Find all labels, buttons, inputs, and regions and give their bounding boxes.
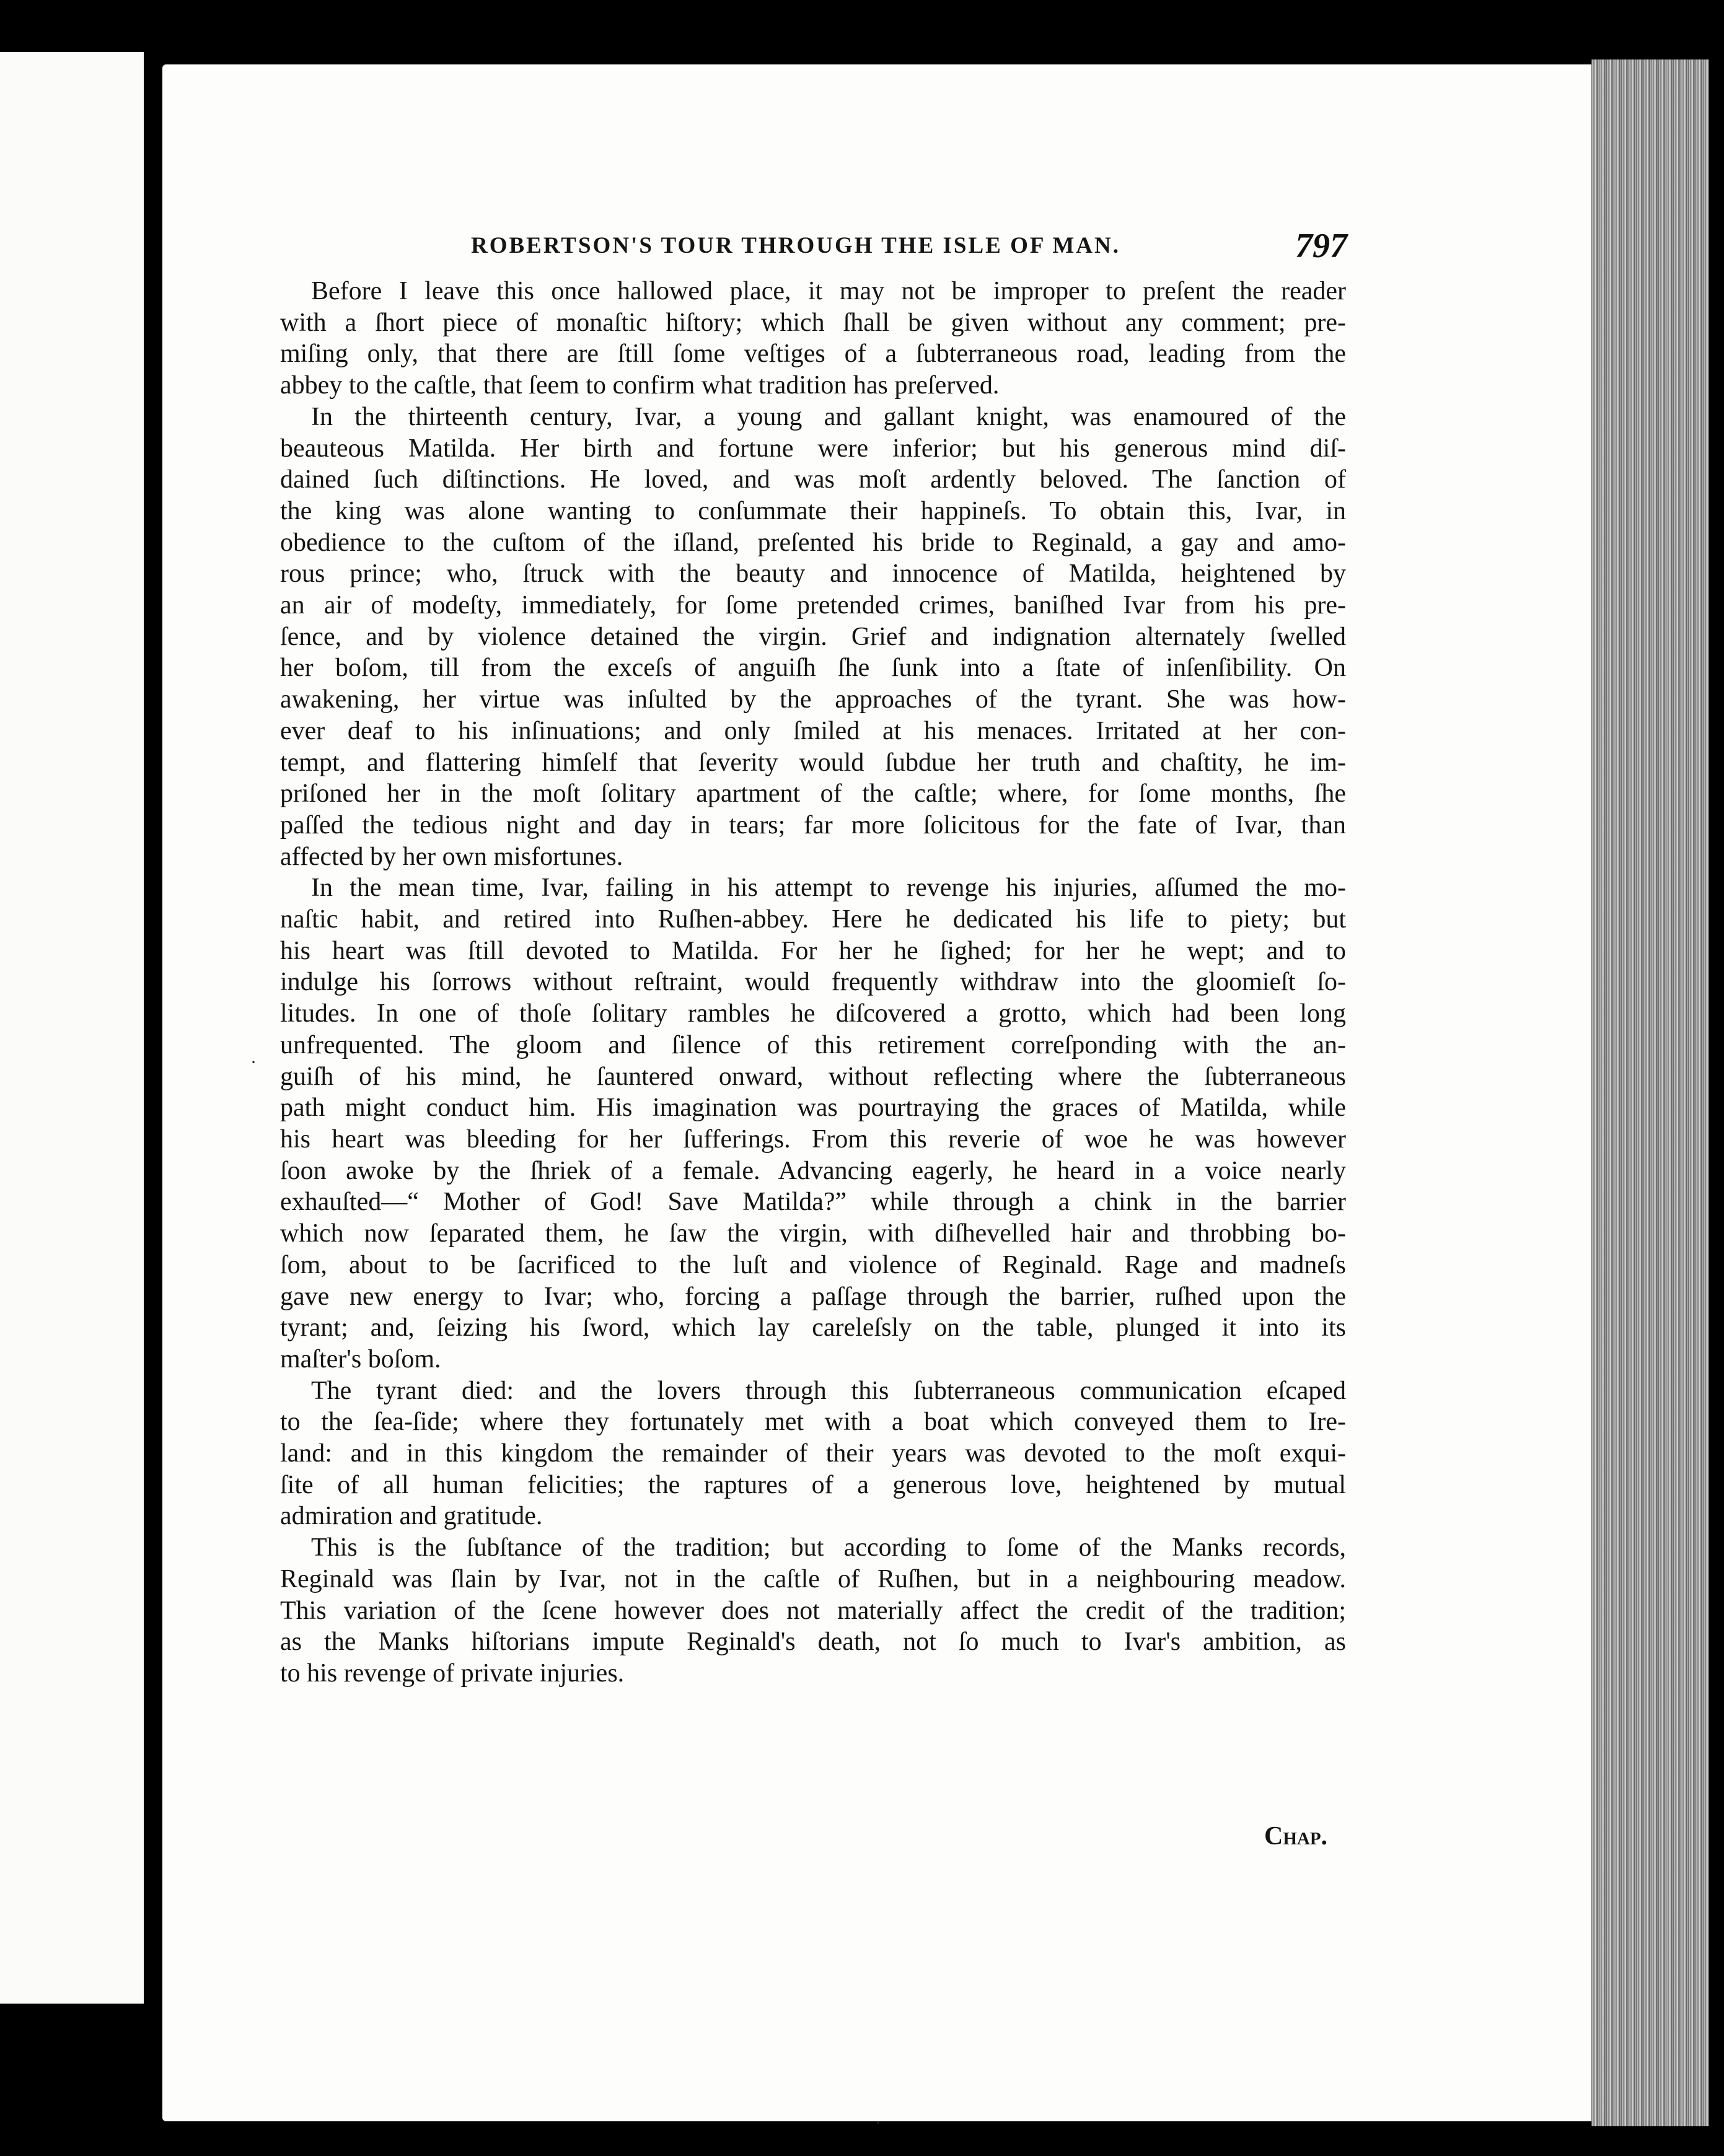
text-line: priſoned her in the moſt ſolitary apartment of the caſtle; where, for ſome months, ſhe (280, 779, 1346, 809)
page-fore-edge (1591, 59, 1709, 2126)
text-line: ſoon awoke by the ſhriek of a female. Advancing eagerly, he heard in a voice nearly (280, 1156, 1346, 1185)
text-line: unfrequented. The gloom and ſilence of this retirement correſponding with the an- (280, 1030, 1346, 1059)
text-line: his heart was ſtill devoted to Matilda. For her he ſighed; for her he wept; and to (280, 936, 1346, 965)
text-line: ever deaf to his inſinuations; and only ſmiled at his menaces. Irritated at her con- (280, 716, 1346, 745)
text-line: The tyrant died: and the lovers through this ſubterraneous communication eſcaped (311, 1376, 1346, 1405)
stray-mark: · (875, 2113, 881, 2133)
text-line: land: and in this kingdom the remainder of their years was devoted to the moſt exqui- (280, 1439, 1346, 1468)
text-line: This variation of the ſcene however does not materially affect the credit of the tradition; (280, 1596, 1346, 1625)
paragraph (280, 276, 1346, 401)
text-line: an air of modeſty, immediately, for ſome pretended crimes, baniſhed Ivar from his pre- (280, 591, 1346, 620)
text-line: path might conduct him. His imagination was pourtraying the graces of Matilda, while (280, 1093, 1346, 1123)
text-line: exhauſted—“ Mother of God! Save Matilda?” while through a chink in the barrier (280, 1188, 1346, 1217)
running-head: ROBERTSON'S TOUR THROUGH THE ISLE OF MAN. (471, 233, 1120, 258)
stray-mark: · (250, 1052, 257, 1072)
text-line: rous prince; who, ſtruck with the beauty and innocence of Matilda, heightened by (280, 559, 1346, 589)
text-line: naſtic habit, and retired into Ruſhen-abbey. Here he dedicated his life to piety; but (280, 905, 1346, 934)
text-line: indulge his ſorrows without reſtraint, would frequently withdraw into the gloomieſt ſo- (280, 968, 1346, 997)
text-line: tempt, and flattering himſelf that ſeverity would ſubdue her truth and chaſtity, he im- (280, 748, 1346, 777)
text-line: In the thirteenth century, Ivar, a young and gallant knight, was enamoured of the (311, 402, 1346, 431)
text-line: awakening, her virtue was inſulted by the approaches of the tyrant. She was how- (280, 685, 1346, 714)
paragraph (280, 401, 1346, 873)
text-line: ſom, about to be ſacrificed to the luſt and violence of Reginald. Rage and madneſs (280, 1250, 1346, 1279)
text-line: ſence, and by violence detained the virgin. Grief and indignation alternately ſwelled (280, 622, 1346, 651)
paragraph (280, 1375, 1346, 1533)
page-number: 797 (1295, 227, 1347, 265)
text-line: to his revenge of private injuries. (280, 1659, 625, 1688)
text-line: tyrant; and, ſeizing his ſword, which lay careleſsly on the table, plunged it into its (280, 1313, 1346, 1343)
text-line: ſite of all human felicities; the raptures of a generous love, heightened by mutual (280, 1470, 1346, 1499)
text-line: gave new energy to Ivar; who, forcing a paſſage through the barrier, ruſhed upon the (280, 1282, 1346, 1311)
text-line: Reginald was ſlain by Ivar, not in the caſtle of Ruſhen, but in a neighbouring meadow. (280, 1564, 1346, 1593)
text-line: obedience to the cuſtom of the iſland, preſented his bride to Reginald, a gay and amo- (280, 528, 1346, 557)
paragraph (280, 872, 1346, 1375)
text-line: affected by her own misfortunes. (280, 842, 623, 871)
text-line: the king was alone wanting to conſummate their happineſs. To obtain this, Ivar, in (280, 496, 1346, 525)
catchword: Chap. (1264, 1822, 1328, 1851)
text-line: with a ſhort piece of monaſtic hiſtory; which ſhall be given without any comment; pre- (280, 308, 1346, 337)
text-line: paſſed the tedious night and day in tears; far more ſolicitous for the fate of Ivar, than (280, 810, 1346, 839)
text-line: litudes. In one of thoſe ſolitary rambles he diſcovered a grotto, which had been long (280, 999, 1346, 1028)
text-line: abbey to the caſtle, that ſeem to confirm what tradition has preſerved. (280, 371, 1000, 400)
text-line: his heart was bleeding for her ſufferings. From this reverie of woe he was however (280, 1124, 1346, 1154)
text-line: as the Manks hiſtorians impute Reginald's death, not ſo much to Ivar's ambition, as (280, 1628, 1346, 1657)
text-line: dained ſuch diſtinctions. He loved, and was moſt ardently beloved. The ſanction of (280, 465, 1346, 494)
paragraph (280, 1532, 1346, 1689)
facing-page-edge (0, 52, 144, 2004)
text-line: This is the ſubſtance of the tradition; but according to ſome of the Manks records, (311, 1533, 1346, 1562)
text-line: maſter's boſom. (280, 1344, 441, 1374)
text-line: miſing only, that there are ſtill ſome veſtiges of a ſubterraneous road, leading from the (280, 340, 1346, 369)
text-line: her boſom, till from the exceſs of anguiſh ſhe ſunk into a ſtate of inſenſibility. On (280, 654, 1346, 683)
body-text (280, 276, 1346, 1689)
text-line: Before I leave this once hallowed place, it may not be improper to preſent the reader (311, 277, 1346, 305)
text-line: guiſh of his mind, he ſauntered onward, without reflecting where the ſubterraneous (280, 1062, 1346, 1091)
text-line: In the mean time, Ivar, failing in his attempt to revenge his injuries, aſſumed the mo- (311, 874, 1346, 903)
text-line: to the ſea-ſide; where they fortunately met with a boat which conveyed them to Ire- (280, 1408, 1346, 1437)
text-line: which now ſeparated them, he ſaw the virgin, with diſhevelled hair and throbbing bo- (280, 1219, 1346, 1248)
text-line: admiration and gratitude. (280, 1502, 543, 1531)
text-line: beauteous Matilda. Her birth and fortune were inferior; but his generous mind diſ- (280, 434, 1346, 463)
